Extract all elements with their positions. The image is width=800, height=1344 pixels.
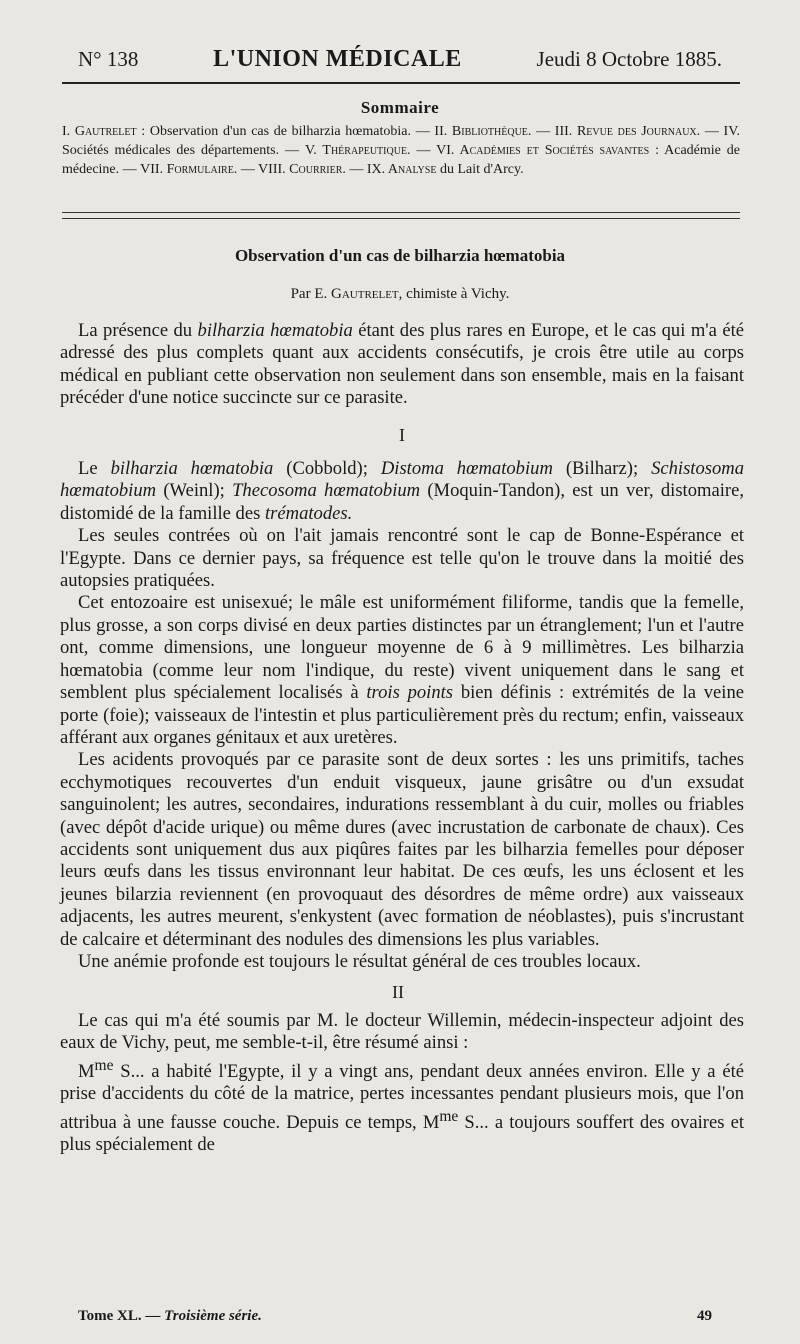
paragraph xyxy=(60,592,744,749)
page-footer xyxy=(78,1308,712,1325)
section-rule xyxy=(62,212,740,213)
text: S... a habité l'Egypte, il y a vingt ans, pendant deux années environ. Elle y a été prise d'accidents du côté de la matrice, pertes incessantes pendant plusieurs mois, que l'on attribua à une fausse couche. Depuis ce temps, M xyxy=(60,1060,744,1133)
superscript: me xyxy=(439,1107,459,1125)
text: M xyxy=(78,1060,95,1082)
sommaire-item-label: — VI. Académies et Sociétés savantes : xyxy=(416,143,659,158)
issue-date: Jeudi 8 Octobre 1885. xyxy=(536,47,722,71)
italic-text: bilharzia hœmatobia xyxy=(110,458,274,480)
text: Cet entozoaire est unisexué; le mâle est uniformément filiforme, tandis que la femelle, plus grosse, a son corps divisé en deux parties distinctes par un étranglement; l'un et l'autre ont, comme dimensions, une longueur moyenne de 6 à 9 millimètres. Les bilharzia hœmatobia (comme leur nom l'indique, du reste) vivent uniquement dans le sang et semblent plus spécialement localisés à xyxy=(60,592,744,704)
sommaire-item-label: — IX. Analyse xyxy=(349,162,437,177)
italic-text: trématodes. xyxy=(265,502,353,524)
sommaire-item-text: Observation d'un cas de bilharzia hœmatobia. — xyxy=(149,124,430,139)
text: (Weinl); xyxy=(163,480,225,502)
sommaire-contents xyxy=(62,122,740,179)
sommaire-item-label: VII. Formulaire. xyxy=(140,162,238,177)
paragraph: Le cas qui m'a été soumis par M. le docteur Willemin, médecin-inspecteur adjoint des eaux de Vichy, peut, me semble-t-il, être résumé ainsi : xyxy=(60,1009,744,1054)
journal-title: L'UNION MÉDICALE xyxy=(213,46,462,72)
italic-text: Distoma hœmatobium xyxy=(380,458,553,480)
volume-info xyxy=(78,1308,262,1325)
sommaire-item-label: — VIII. Courrier. xyxy=(240,162,346,177)
section-number: II xyxy=(392,982,404,1003)
paragraph: Les acidents provoqués par ce parasite sont de deux sortes : les uns primitifs, taches ecchymotiques recouvertes d'un enduit visqueux, jaune grisâtre ou d'un exsudat sanguinolent; les autres, secondaires, indurations ressemblant à du cuir, molles ou friables (avec dépôt d'acide urique) ou même dures (avec incrustation de carbonate de chaux). Ces accidents sont uniquement dus aux piqûres faites par les bilharzia femelles pour déposer leurs œufs dans les tissus environnant leur habitat. De ces œufs, les uns éclosent et les jeunes bilarzia reviennent (en provoquaut des désordres de même ordre) aux vaisseaux adjacents, les autres meurent, s'enkystent (avec formation de néoblastes), puis s'incrustant de calcaire et déterminant des nodules des dimensions les plus variables. xyxy=(60,749,744,950)
article-body xyxy=(60,320,744,1157)
section-number: I xyxy=(399,424,405,445)
text: (Bilharz); xyxy=(565,458,639,480)
italic-text: trois points xyxy=(366,682,454,704)
issue-number: N° 138 xyxy=(78,47,139,71)
sommaire-item-label: — III. Revue des Journaux. xyxy=(536,124,701,139)
page-header xyxy=(78,46,722,73)
superscript: me xyxy=(94,1056,114,1074)
text: (Moquin-Tandon), est un ver, distomaire, distomidé de la famille des xyxy=(60,480,744,524)
paragraph xyxy=(60,320,744,410)
sommaire-item-label: V. Thérapeutique. xyxy=(304,143,411,158)
sommaire-heading: Sommaire xyxy=(360,98,440,117)
italic-text: Schistosoma hœmatobium xyxy=(60,458,745,502)
paragraph: Une anémie profonde est toujours le résultat général de ces troubles locaux. xyxy=(78,950,641,972)
section-rule xyxy=(62,218,740,219)
paragraph xyxy=(60,1055,744,1157)
byline-author: Gautrelet, xyxy=(331,286,403,302)
italic-text: bilharzia hœmatobia xyxy=(197,320,353,341)
byline-prefix: Par E. xyxy=(290,286,328,302)
sommaire-item-text: Académie de médecine. — xyxy=(62,143,740,177)
italic-text: Thecosoma hœmatobium xyxy=(232,480,421,502)
text: S... a toujours souffert des ovaires et plus spécialement de xyxy=(60,1111,744,1156)
paragraph: Les seules contrées où on l'ait jamais rencontré sont le cap de Bonne-Espérance et l'Egypte. Dans ce dernier pays, sa fréquence est telle qu'on le trouve dans la moitié des autopsies pratiquées. xyxy=(60,525,744,592)
article-byline xyxy=(0,286,800,303)
paragraph xyxy=(60,458,744,525)
text: bien définis : extrémités de la veine porte (foie); vaisseaux de l'intestin et plus particulièrement près du rectum; enfin, vaisseaux afférant aux organes génitaux et aux uretères. xyxy=(60,682,744,748)
page-number: 49 xyxy=(697,1308,712,1324)
text: étant des plus rares en Europe, et le cas qui m'a été adressé des plus complets quant aux accidents consécutifs, je crois être utile au corps médical en publiant cette observation non seulement dans son ensemble, mais en la faisant précéder d'une notice succincte sur ce parasite. xyxy=(60,320,744,409)
text: (Cobbold); xyxy=(286,458,368,480)
sommaire-item-text: — IV. Sociétés médicales des départements. — xyxy=(62,124,741,158)
italic-text: Troisième série. xyxy=(164,1308,262,1324)
sommaire-item-label: II. Bibliothèque. xyxy=(434,124,532,139)
byline-suffix: chimiste à Vichy. xyxy=(406,286,510,302)
text: La présence du xyxy=(78,320,193,341)
article-title: Observation d'un cas de bilharzia hœmatobia xyxy=(234,246,566,265)
sommaire-item-label: I. Gautrelet : xyxy=(62,124,146,139)
text: Tome XL. — xyxy=(78,1308,161,1324)
sommaire-item-text: du Lait d'Arcy. xyxy=(439,162,524,177)
header-rule xyxy=(62,82,740,84)
text: Le xyxy=(78,458,98,480)
